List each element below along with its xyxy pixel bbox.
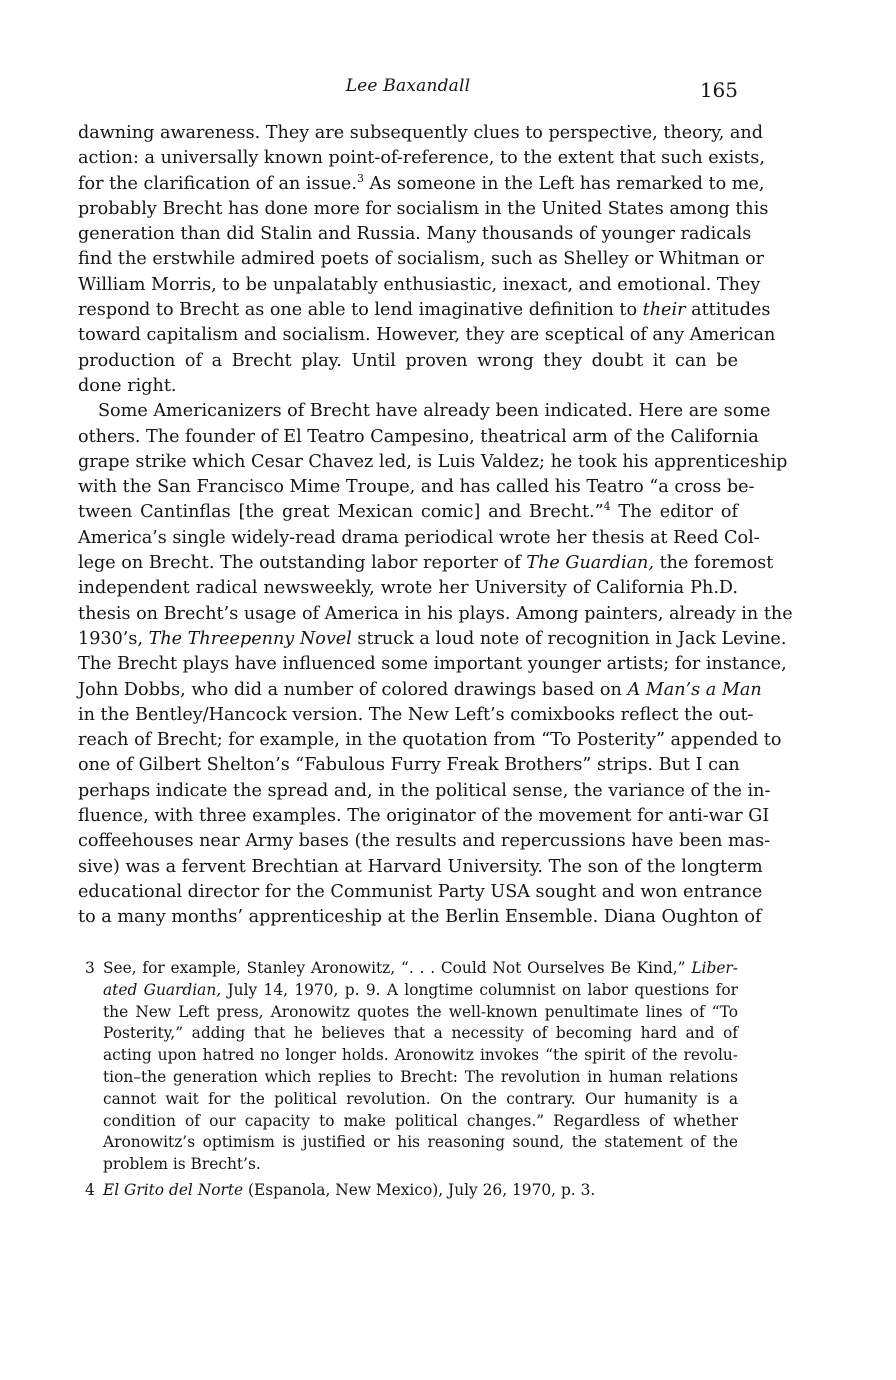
text-line: fluence, with three examples. The originator of the movement for anti-war GI [78,806,770,827]
footnote-line: Aronowitz’s optimism is justified or his reasoning sound, the statement of the [103,1133,738,1152]
text-line: done right. [78,375,177,396]
footnote-line: the New Left press, Aronowitz quotes the well-known penultimate lines of “To [103,1002,738,1021]
text-line: John Dobbs, who did a number of colored drawings based on A Man’s a Man [78,679,762,700]
text-line: dawning awareness. They are subsequently clues to perspective, theory, and [78,123,764,143]
body-text [78,121,793,931]
text-line: thesis on Brecht’s usage of America in his plays. Among painters, already in the [78,603,793,624]
text-line: find the erstwhile admired poets of socialism, such as Shelley or Whitman or [78,249,765,270]
paragraph [78,121,776,399]
footnote-number: 3 [85,959,95,977]
text-line: production of a Brecht play. Until proven wrong they doubt it can be [78,350,738,371]
footnote-line: tion–the generation which replies to Brecht: The revolution in human relations [103,1067,738,1086]
text-line: one of Gilbert Shelton’s “Fabulous Furry Freak Brothers” strips. But I can [78,755,740,776]
text-line: to a many months’ apprenticeship at the Berlin Ensemble. Diana Oughton of [78,907,762,928]
footnote-number: 4 [85,1180,95,1199]
page-number: 165 [699,78,738,102]
text-line: for the clarification of an issue.$^3$ As someone in the Left has remarked to me, [78,171,765,194]
text-line: action: a universally known point-of-reference, to the extent that such exists, [78,148,765,169]
text-line: William Morris, to be unpalatably enthusiastic, inexact, and emotional. They [78,274,761,295]
footnote-line: acting upon hatred no longer holds. Aronowitz invokes “the spirit of the revolu- [103,1046,738,1065]
text-line: perhaps indicate the spread and, in the political sense, the variance of the in- [78,780,771,801]
text-line: independent radical newsweekly, wrote her University of California Ph.D. [78,578,738,599]
text-line: educational director for the Communist Party USA sought and won entrance [78,881,763,902]
text-line: with the San Francisco Mime Troupe, and has called his Teatro “a cross be- [78,477,755,498]
text-line: coffeehouses near Army bases (the results and repercussions have been mas- [78,831,771,852]
footnote [78,1180,738,1202]
running-head-author: Lee Baxandall [345,76,471,96]
text-line: tween Cantinflas [the great Mexican comic] and Brecht.”$^4$ The editor of [78,500,739,523]
text-line: generation than did Stalin and Russia. Many thousands of younger radicals [78,224,752,245]
footnotes [78,958,738,1206]
footnote-line: cannot wait for the political revolution. On the contrary. Our humanity is a [103,1089,738,1108]
text-line: reach of Brecht; for example, in the quotation from “To Posterity” appended to [78,730,782,751]
footnote-line: Posterity,” adding that he believes that a necessity of becoming hard and of [103,1024,738,1043]
footnote-ref[interactable]: 3 [356,171,364,185]
footnote-ref[interactable]: 4 [603,500,611,514]
text-line: toward capitalism and socialism. However, they are sceptical of any American [78,325,776,346]
footnote-line: problem is Brecht’s. [103,1155,261,1174]
text-line: The Brecht plays have influenced some important younger artists; for instance, [78,654,787,675]
paragraph [78,399,793,930]
text-line: 1930’s, The Threepenny Novel struck a loud note of recognition in Jack Levine. [78,628,787,649]
footnote [78,958,738,1176]
footnote-line: See, for example, Stanley Aronowitz, “. . . Could Not Ourselves Be Kind,” Liber- [103,959,738,977]
text-line: others. The founder of El Teatro Campesino, theatrical arm of the California [78,426,759,447]
text-line: sive) was a fervent Brechtian at Harvard University. The son of the longterm [78,856,763,877]
text-line: lege on Brecht. The outstanding labor reporter of The Guardian, the foremost [78,553,774,574]
text-line: in the Bentley/Hancock version. The New Left’s comixbooks reflect the out- [78,704,754,725]
footnote-line: condition of our capacity to make political changes.” Regardless of whether [103,1111,738,1130]
text-line: America’s single widely-read drama periodical wrote her thesis at Reed Col- [78,527,760,548]
text-line: probably Brecht has done more for socialism in the United States among this [78,198,769,219]
footnote-line: ated Guardian, July 14, 1970, p. 9. A longtime columnist on labor questions for [103,980,738,999]
text-line: Some Americanizers of Brecht have already been indicated. Here are some [98,401,771,422]
text-line: grape strike which Cesar Chavez led, is Luis Valdez; he took his apprenticeship [78,451,788,472]
footnote-line: El Grito del Norte (Espanola, New Mexico), July 26, 1970, p. 3. [103,1180,596,1199]
text-line: respond to Brecht as one able to lend imaginative definition to their attitudes [78,300,771,321]
running-head [78,76,738,102]
